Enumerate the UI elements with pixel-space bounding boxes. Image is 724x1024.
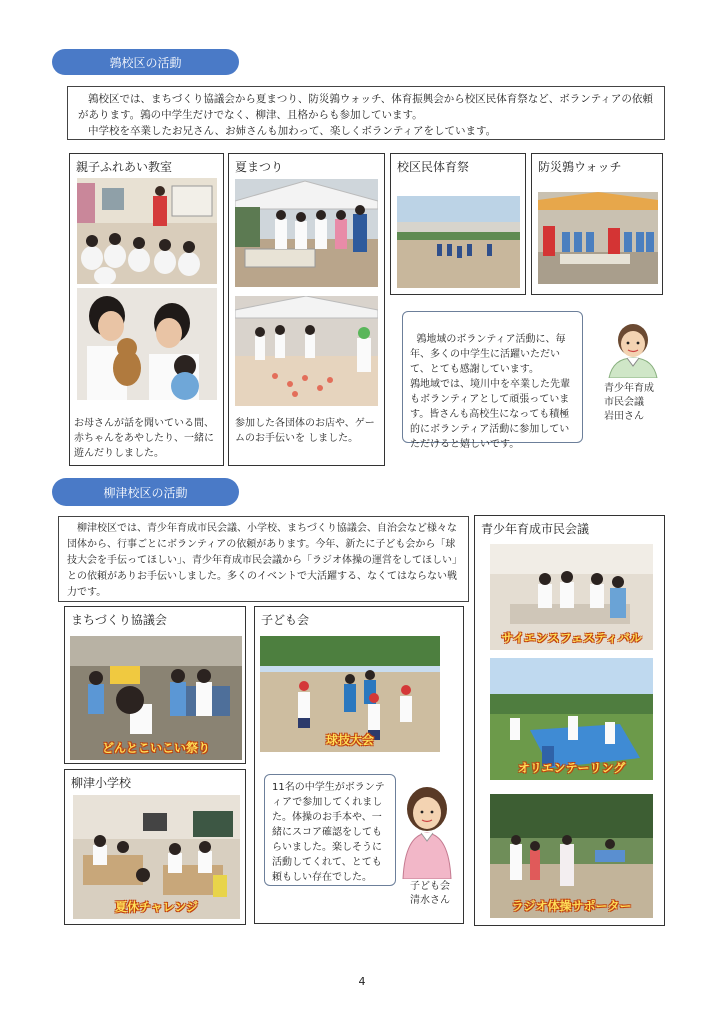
photo-shogakko xyxy=(73,795,240,919)
person-iwata-line2: 市民会議 xyxy=(604,397,644,408)
photo-label-orienteering: オリエンテーリング xyxy=(517,761,626,775)
photo-orienteering xyxy=(490,658,653,780)
section2-speech-bubble xyxy=(264,774,396,886)
person-iwata-line3: 岩田さん xyxy=(604,411,644,422)
card-kodomokai-title: 子ども会 xyxy=(261,613,310,627)
card-machizukuri-title: まちづくり協議会 xyxy=(71,613,167,627)
card-machizukuri xyxy=(64,606,246,764)
photo-label-kodomokai: 球技大会 xyxy=(325,733,374,747)
card-natsumatsuri-caption: 参加した各団体のお店や、ゲームのお手伝いを しました。 xyxy=(235,418,375,444)
card-taiikusai xyxy=(390,153,526,295)
section1-speech-bubble xyxy=(402,311,583,450)
section1-intro xyxy=(67,86,665,140)
section1-intro-line1: 鶉校区では、まちづくり協議会から夏まつり、防災鶉ウォッチ、体育振興会から校区民体育祭など、ボランティアの依頼 xyxy=(88,93,653,105)
person-shimizu-illustration xyxy=(399,783,455,879)
card-natsumatsuri-title: 夏まつり xyxy=(235,160,284,174)
card-bousai xyxy=(531,153,663,295)
person-shimizu-caption xyxy=(405,880,455,908)
section1-intro-line2: があります。鶉の中学生だけでなく、柳津、且格からも参加しています。 xyxy=(78,109,423,121)
card-oyako xyxy=(69,153,224,466)
photo-taiikusai xyxy=(397,196,520,288)
section2-speech-text: 11名の中学生がボランティアで参加してくれました。体操のお手本や、一緒にスコア確認をしてもらいました。楽しそうに活動してくれて、とても頼もしい存在でした。 xyxy=(272,782,385,883)
card-natsumatsuri xyxy=(228,153,385,466)
section1-heading xyxy=(52,49,239,75)
photo-radio-exercise xyxy=(490,794,653,918)
photo-label-shogakko: 夏休チャレンジ xyxy=(114,900,199,914)
card-taiikusai-title: 校区民体育祭 xyxy=(397,160,470,174)
card-oyako-title: 親子ふれあい教室 xyxy=(76,160,173,174)
section1-speech-text: 鶉地域のボランティア活動に、毎年、多くの中学生に活躍いただいて、とても感謝しています。 鶉地域では、境川中を卒業した先輩もボランティアとして頑張っています。皆さんも高校生になっても積極的にボランティア活動に参加していただけると嬉しいです。 xyxy=(410,334,570,450)
photo-label-machizukuri: どんとこいこい祭り xyxy=(101,741,210,755)
person-shimizu-line2: 清水さん xyxy=(410,895,450,906)
section1-heading-text: 鶉校区の活動 xyxy=(109,55,182,70)
section2-heading-text: 柳津校区の活動 xyxy=(103,485,188,500)
section1-intro-line3: 中学校を卒業したお兄さん、お姉さんも加わって、楽しくボランティアをしています。 xyxy=(88,125,497,137)
photo-natsumatsuri-tent xyxy=(235,179,378,287)
person-iwata-caption xyxy=(604,382,668,424)
card-bousai-title: 防災鶉ウォッチ xyxy=(538,160,622,174)
section2-heading xyxy=(52,478,239,506)
photo-label-science-festival: サイエンスフェスティバル xyxy=(501,631,642,645)
photo-bousai xyxy=(538,192,658,284)
card-oyako-caption: お母さんが話を聞いている間、赤ちゃんをあやしたり、一緒に遊んだりしました。 xyxy=(74,418,214,459)
photo-label-radio-exercise: ラジオ体操サポーター xyxy=(511,899,632,913)
photo-oyako-classroom xyxy=(77,178,217,284)
card-kodomokai xyxy=(254,606,464,924)
photo-machizukuri xyxy=(70,636,242,760)
card-shogakko-title: 柳津小学校 xyxy=(71,776,132,790)
photo-natsumatsuri-game xyxy=(235,296,378,406)
card-seishonen xyxy=(474,515,665,926)
card-seishonen-title: 青少年育成市民会議 xyxy=(481,522,590,536)
person-iwata-line1: 青少年育成 xyxy=(604,383,654,394)
person-iwata-illustration xyxy=(603,318,663,378)
photo-science-festival xyxy=(490,544,653,650)
card-shogakko xyxy=(64,769,246,925)
page-number: 4 xyxy=(358,975,366,988)
section2-intro-text: 柳津校区では、青少年育成市民会議、小学校、まちづくり協議会、自治会など様々な団体から、行事ごとにボランティアの依頼があります。今年、新たに子ども会から「球技大会を手伝ってほしい」、青少年育成市民会議から「ラジオ体操の運営をしてほしい」との依頼がありお手伝いしました。多くのイベントで大活躍する、なくてはならない戦力です。 xyxy=(67,523,457,598)
photo-oyako-baby xyxy=(77,288,217,400)
person-shimizu-line1: 子ども会 xyxy=(410,881,450,892)
photo-kodomokai xyxy=(260,636,440,752)
section2-intro xyxy=(58,516,469,602)
